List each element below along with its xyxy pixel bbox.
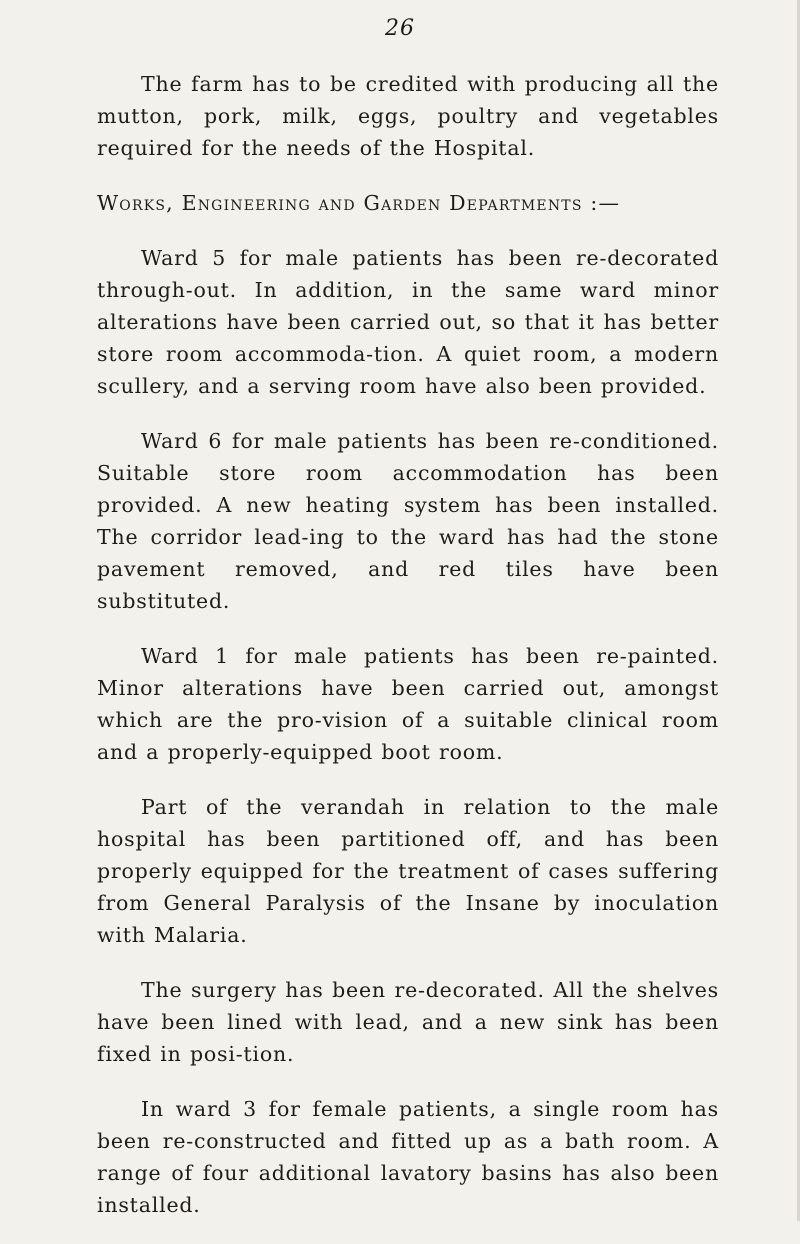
paragraph-ward-6: Ward 6 for male patients has been re-conditioned. Suitable store room accommodation has been provided. A new heating system has been installed. The corridor lead-ing to the ward has had the stone pavement removed, and red tiles have been substituted. [97,429,719,613]
section-heading-works: Works, Engineering and Garden Departments :— [97,191,621,215]
paragraph-ward-5: Ward 5 for male patients has been re-decorated through-out. In addition, in the same ward minor alterations have been carried out, so that it has better store room accommoda-tion. A quiet room, a modern scullery, and a serving room have also been provided. [97,246,719,398]
paragraph-surgery: The surgery has been re-decorated. All the shelves have been lined with lead, and a new sink has been fixed in posi-tion. [97,978,719,1066]
paragraph-ward-3: In ward 3 for female patients, a single room has been re-constructed and fitted up as a bath room. A range of four additional lavatory basins has also been installed. [97,1097,719,1217]
paragraph-ward-1: Ward 1 for male patients has been re-painted. Minor alterations have been carried out, amongst which are the pro-vision of a suitable clinical room and a properly-equipped boot room. [97,644,719,764]
paragraph-verandah: Part of the verandah in relation to the male hospital has been partitioned off, and has been properly equipped for the treatment of cases suffering from General Paralysis of the Insane by inoculation with Malaria. [97,795,719,947]
body-text [97,68,719,1244]
paragraph-farm-produce: The farm has to be credited with producing all the mutton, pork, milk, eggs, poultry and vegetables required for the needs of the Hospital. [97,72,719,160]
page-number: 26 [385,16,415,41]
